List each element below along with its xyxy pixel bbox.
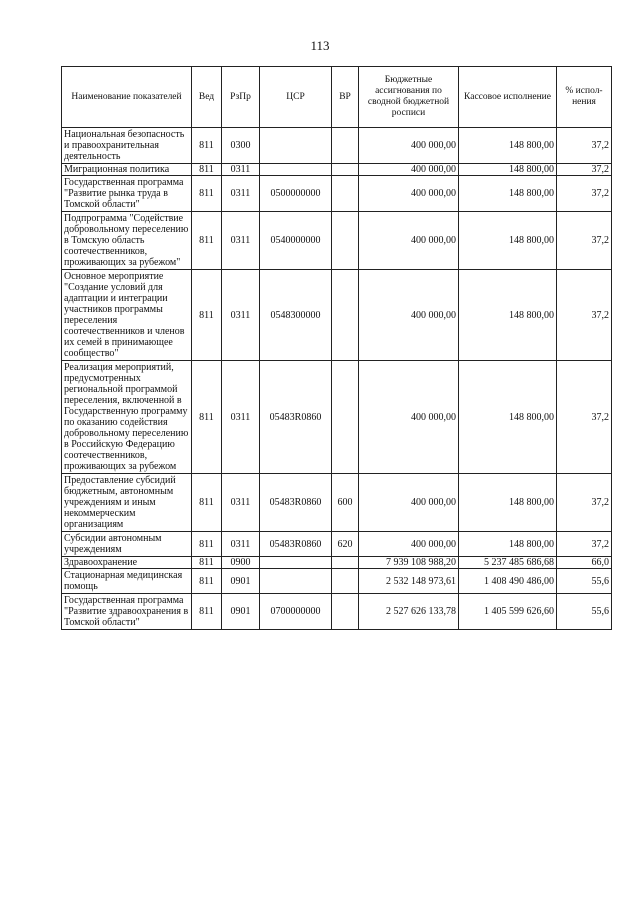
row-cash: 1 408 490 486,00 — [459, 569, 557, 594]
row-rzpr: 0311 — [222, 270, 260, 361]
row-csr: 05483R0860 — [260, 361, 332, 474]
row-budget: 400 000,00 — [359, 164, 459, 176]
row-cash: 148 800,00 — [459, 270, 557, 361]
row-ved: 811 — [192, 176, 222, 212]
row-budget: 400 000,00 — [359, 361, 459, 474]
row-cash: 148 800,00 — [459, 474, 557, 532]
row-ved: 811 — [192, 212, 222, 270]
row-cash: 1 405 599 626,60 — [459, 594, 557, 630]
row-ved: 811 — [192, 569, 222, 594]
header-rzpr: РзПр — [222, 67, 260, 128]
row-rzpr: 0311 — [222, 474, 260, 532]
row-vr: 620 — [332, 532, 359, 557]
row-cash: 148 800,00 — [459, 532, 557, 557]
row-name: Государственная программа "Развитие здравоохранения в Томской области" — [62, 594, 192, 630]
row-cash: 148 800,00 — [459, 361, 557, 474]
row-csr: 0548300000 — [260, 270, 332, 361]
row-vr — [332, 176, 359, 212]
row-budget: 400 000,00 — [359, 474, 459, 532]
row-ved: 811 — [192, 557, 222, 569]
row-rzpr: 0311 — [222, 212, 260, 270]
table-header-row — [62, 67, 612, 128]
row-vr: 600 — [332, 474, 359, 532]
header-pct: % испол-нения — [557, 67, 612, 128]
table-row — [62, 164, 612, 176]
header-vr: ВР — [332, 67, 359, 128]
row-name: Реализация мероприятий, предусмотренных региональной программой переселения, включенной в Государственную программу по оказанию содействия добровольному переселению в Российскую Федерацию соотечественников, проживающих за рубежом — [62, 361, 192, 474]
table-row — [62, 212, 612, 270]
budget-execution-table — [61, 66, 612, 630]
row-vr — [332, 164, 359, 176]
table-row — [62, 557, 612, 569]
row-vr — [332, 270, 359, 361]
row-csr: 05483R0860 — [260, 474, 332, 532]
row-budget: 2 532 148 973,61 — [359, 569, 459, 594]
row-rzpr: 0300 — [222, 128, 260, 164]
row-rzpr: 0311 — [222, 164, 260, 176]
row-csr: 0500000000 — [260, 176, 332, 212]
row-vr — [332, 594, 359, 630]
row-pct: 37,2 — [557, 212, 612, 270]
row-budget: 400 000,00 — [359, 128, 459, 164]
header-cash: Кассовое исполнение — [459, 67, 557, 128]
table-row — [62, 569, 612, 594]
row-pct: 37,2 — [557, 128, 612, 164]
row-csr — [260, 128, 332, 164]
row-pct: 37,2 — [557, 176, 612, 212]
row-pct: 37,2 — [557, 164, 612, 176]
header-csr: ЦСР — [260, 67, 332, 128]
row-ved: 811 — [192, 164, 222, 176]
table-row — [62, 128, 612, 164]
table-row — [62, 361, 612, 474]
table-row — [62, 594, 612, 630]
row-csr — [260, 557, 332, 569]
row-name: Подпрограмма "Содействие добровольному переселению в Томскую область соотечественников, проживающих за рубежом" — [62, 212, 192, 270]
table-row — [62, 532, 612, 557]
row-pct: 37,2 — [557, 532, 612, 557]
row-ved: 811 — [192, 594, 222, 630]
row-vr — [332, 212, 359, 270]
row-pct: 66,0 — [557, 557, 612, 569]
row-csr: 0700000000 — [260, 594, 332, 630]
row-name: Миграционная политика — [62, 164, 192, 176]
row-name: Национальная безопасность и правоохранительная деятельность — [62, 128, 192, 164]
row-pct: 55,6 — [557, 594, 612, 630]
row-budget: 400 000,00 — [359, 532, 459, 557]
row-vr — [332, 361, 359, 474]
table-row — [62, 176, 612, 212]
row-name: Здравоохранение — [62, 557, 192, 569]
row-csr: 05483R0860 — [260, 532, 332, 557]
page-number: 113 — [310, 38, 330, 53]
row-cash: 148 800,00 — [459, 212, 557, 270]
row-budget: 400 000,00 — [359, 176, 459, 212]
row-csr: 0540000000 — [260, 212, 332, 270]
header-budget: Бюджетные ассигнования по сводной бюджетной росписи — [359, 67, 459, 128]
row-rzpr: 0311 — [222, 176, 260, 212]
row-cash: 5 237 485 686,68 — [459, 557, 557, 569]
row-name: Основное мероприятие "Создание условий для адаптации и интеграции участников программы переселения соотечественников и членов их семей в принимающее сообщество" — [62, 270, 192, 361]
row-name: Стационарная медицинская помощь — [62, 569, 192, 594]
row-cash: 148 800,00 — [459, 128, 557, 164]
row-vr — [332, 557, 359, 569]
row-ved: 811 — [192, 361, 222, 474]
row-budget: 400 000,00 — [359, 270, 459, 361]
header-ved: Вед — [192, 67, 222, 128]
row-rzpr: 0900 — [222, 557, 260, 569]
row-name: Предоставление субсидий бюджетным, автономным учреждениям и иным некоммерческим организациям — [62, 474, 192, 532]
row-pct: 37,2 — [557, 361, 612, 474]
row-csr — [260, 569, 332, 594]
row-rzpr: 0311 — [222, 361, 260, 474]
row-rzpr: 0901 — [222, 594, 260, 630]
row-vr — [332, 128, 359, 164]
row-ved: 811 — [192, 532, 222, 557]
row-pct: 55,6 — [557, 569, 612, 594]
row-name: Субсидии автономным учреждениям — [62, 532, 192, 557]
row-budget: 400 000,00 — [359, 212, 459, 270]
row-cash: 148 800,00 — [459, 176, 557, 212]
row-rzpr: 0311 — [222, 532, 260, 557]
row-budget: 7 939 108 988,20 — [359, 557, 459, 569]
row-ved: 811 — [192, 474, 222, 532]
header-name: Наименование показателей — [62, 67, 192, 128]
row-vr — [332, 569, 359, 594]
table-row — [62, 270, 612, 361]
row-rzpr: 0901 — [222, 569, 260, 594]
row-ved: 811 — [192, 270, 222, 361]
row-cash: 148 800,00 — [459, 164, 557, 176]
row-csr — [260, 164, 332, 176]
row-name: Государственная программа "Развитие рынка труда в Томской области" — [62, 176, 192, 212]
row-budget: 2 527 626 133,78 — [359, 594, 459, 630]
row-ved: 811 — [192, 128, 222, 164]
row-pct: 37,2 — [557, 474, 612, 532]
row-pct: 37,2 — [557, 270, 612, 361]
table-row — [62, 474, 612, 532]
